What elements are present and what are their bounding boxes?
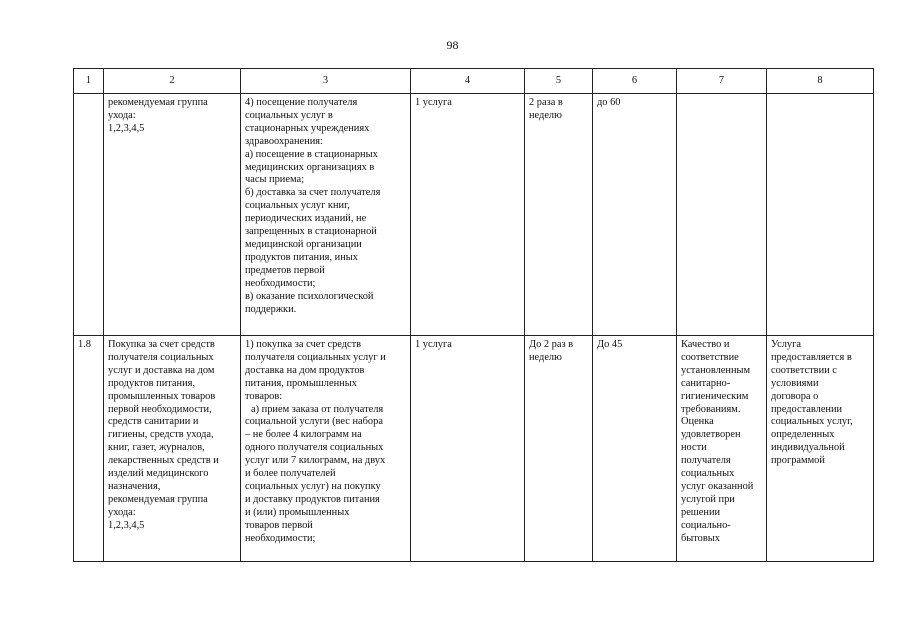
cell-service-content: [241, 94, 411, 336]
cell-service-name: [104, 336, 241, 562]
cell-line: периодических изданий, не: [245, 213, 367, 225]
cell-line: предметов первой: [245, 264, 325, 276]
header-col-5: 5: [525, 69, 593, 94]
cell-line: социальных услуг) на покупку: [245, 480, 381, 492]
cell-line: – не более 4 килограмм на: [245, 429, 362, 441]
cell-line: б) доставка за счет получателя: [245, 187, 381, 199]
header-col-3: 3: [241, 69, 411, 94]
cell-line: книг, газет, журналов,: [108, 442, 205, 454]
cell-line: одного получателя социальных: [245, 442, 384, 454]
cell-unit: [411, 336, 525, 562]
header-row: [74, 69, 874, 94]
cell-line: медицинских организациях в: [245, 161, 375, 173]
cell-line: получателя социальных: [108, 351, 214, 363]
header-col-1: 1: [74, 69, 104, 94]
cell-line: определенных: [771, 429, 835, 441]
cell-line: услуг и доставка на дом: [108, 364, 215, 376]
cell-line: средств санитарии и: [108, 416, 199, 428]
cell-line: предоставляется в: [771, 351, 852, 363]
cell-line: соответствии с: [771, 364, 837, 376]
cell-line: питания, промышленных: [245, 377, 357, 389]
cell-line: требованиям.: [681, 403, 741, 415]
cell-line: 1.8: [78, 339, 91, 350]
cell-unit: [411, 94, 525, 336]
page-number: 98: [446, 38, 459, 52]
cell-line: а) посещение в стационарных: [245, 148, 378, 160]
cell-line: До 2 раз в: [529, 339, 574, 350]
cell-line: санитарно-: [681, 377, 731, 389]
header-col-6: 6: [593, 69, 677, 94]
cell-line: а) прием заказа от получателя: [251, 403, 384, 415]
header-col-7: 7: [677, 69, 767, 94]
cell-line: неделю: [529, 351, 562, 363]
cell-line: социальных: [681, 468, 735, 480]
cell-line: индивидуальной: [771, 442, 845, 454]
cell-line: до 60: [597, 97, 621, 108]
cell-service-name: [104, 94, 241, 336]
cell-line: и (или) промышленных: [245, 506, 350, 518]
cell-line: 1,2,3,4,5: [108, 122, 145, 134]
cell-line: часы приема;: [245, 174, 304, 186]
cell-line: товаров первой: [245, 519, 313, 531]
cell-quality: [677, 336, 767, 562]
cell-line: промышленных товаров: [108, 390, 216, 402]
cell-line: Оценка: [681, 416, 714, 428]
cell-line: 4) посещение получателя: [245, 97, 358, 108]
cell-line: социальных услуг книг,: [245, 200, 350, 212]
header-col-4: 4: [411, 69, 525, 94]
cell-service-content: [241, 336, 411, 562]
table-row: [74, 336, 874, 562]
cell-conditions: [767, 94, 874, 336]
cell-line: условиями: [771, 377, 819, 389]
cell-line: доставка на дом продуктов: [245, 364, 365, 376]
cell-line: получателя социальных услуг и: [245, 351, 386, 363]
cell-line: соответствие: [681, 351, 739, 363]
cell-line: запрещенных в стационарной: [245, 226, 377, 238]
cell-frequency: [525, 336, 593, 562]
cell-line: удовлетворен: [681, 429, 741, 441]
cell-line: ности: [681, 442, 707, 454]
cell-line: Покупка за счет средств: [108, 339, 215, 350]
cell-line: в) оказание психологической: [245, 290, 374, 302]
cell-line: социальных услуг,: [771, 416, 853, 428]
cell-line: товаров:: [245, 390, 283, 402]
cell-quality: [677, 94, 767, 336]
cell-line: установленным: [681, 364, 751, 376]
cell-line: поддержки.: [245, 303, 297, 315]
cell-line: социальных услуг в: [245, 109, 333, 121]
cell-line: необходимости;: [245, 277, 316, 289]
cell-line: и более получателей: [245, 468, 336, 480]
cell-line: лекарственных средств и: [108, 455, 219, 467]
cell-line: стационарных учреждениях: [245, 122, 370, 134]
cell-frequency: [525, 94, 593, 336]
cell-line: ухода:: [108, 506, 136, 518]
cell-line: необходимости;: [245, 532, 316, 544]
cell-conditions: [767, 336, 874, 562]
cell-line: назначения,: [108, 480, 161, 492]
cell-line: 1 услуга: [415, 97, 452, 108]
cell-line: Услуга: [771, 339, 801, 350]
cell-line: услуг оказанной: [681, 480, 754, 492]
cell-line: гигиены, средств ухода,: [108, 429, 214, 441]
cell-line: рекомендуемая группа: [108, 493, 208, 505]
cell-line: договора о: [771, 390, 819, 402]
services-table: [73, 68, 874, 562]
header-col-2: 2: [104, 69, 241, 94]
cell-line: изделий медицинского: [108, 468, 209, 480]
cell-line: 1 услуга: [415, 339, 452, 350]
cell-number: [74, 94, 104, 336]
cell-line: социально-: [681, 519, 731, 531]
cell-line: рекомендуемая группа: [108, 97, 208, 108]
cell-duration: [593, 336, 677, 562]
cell-line: ухода:: [108, 109, 136, 121]
cell-number: [74, 336, 104, 562]
cell-line: неделю: [529, 109, 562, 121]
header-col-8: 8: [767, 69, 874, 94]
cell-line: гигиеническим: [681, 390, 749, 402]
cell-duration: [593, 94, 677, 336]
cell-line: услуг или 7 килограмм, на двух: [245, 455, 386, 467]
cell-line: первой необходимости,: [108, 403, 212, 415]
cell-line: и доставку продуктов питания: [245, 493, 380, 505]
cell-line: продуктов питания, иных: [245, 251, 358, 263]
cell-line: Качество и: [681, 339, 730, 350]
cell-line: бытовых: [681, 532, 720, 544]
table-row: [74, 94, 874, 336]
cell-line: 1) покупка за счет средств: [245, 339, 362, 350]
cell-line: 1,2,3,4,5: [108, 519, 145, 531]
cell-line: предоставлении: [771, 403, 843, 415]
cell-line: социальной услуги (вес набора: [245, 416, 383, 428]
cell-line: здравоохранения:: [245, 135, 323, 147]
cell-line: продуктов питания,: [108, 377, 196, 389]
cell-line: получателя: [681, 455, 731, 467]
cell-line: программой: [771, 455, 825, 467]
cell-line: медицинской организации: [245, 238, 362, 250]
cell-line: услугой при: [681, 493, 735, 505]
cell-line: 2 раза в: [529, 97, 563, 108]
cell-line: решении: [681, 506, 721, 518]
cell-line: До 45: [597, 339, 623, 350]
